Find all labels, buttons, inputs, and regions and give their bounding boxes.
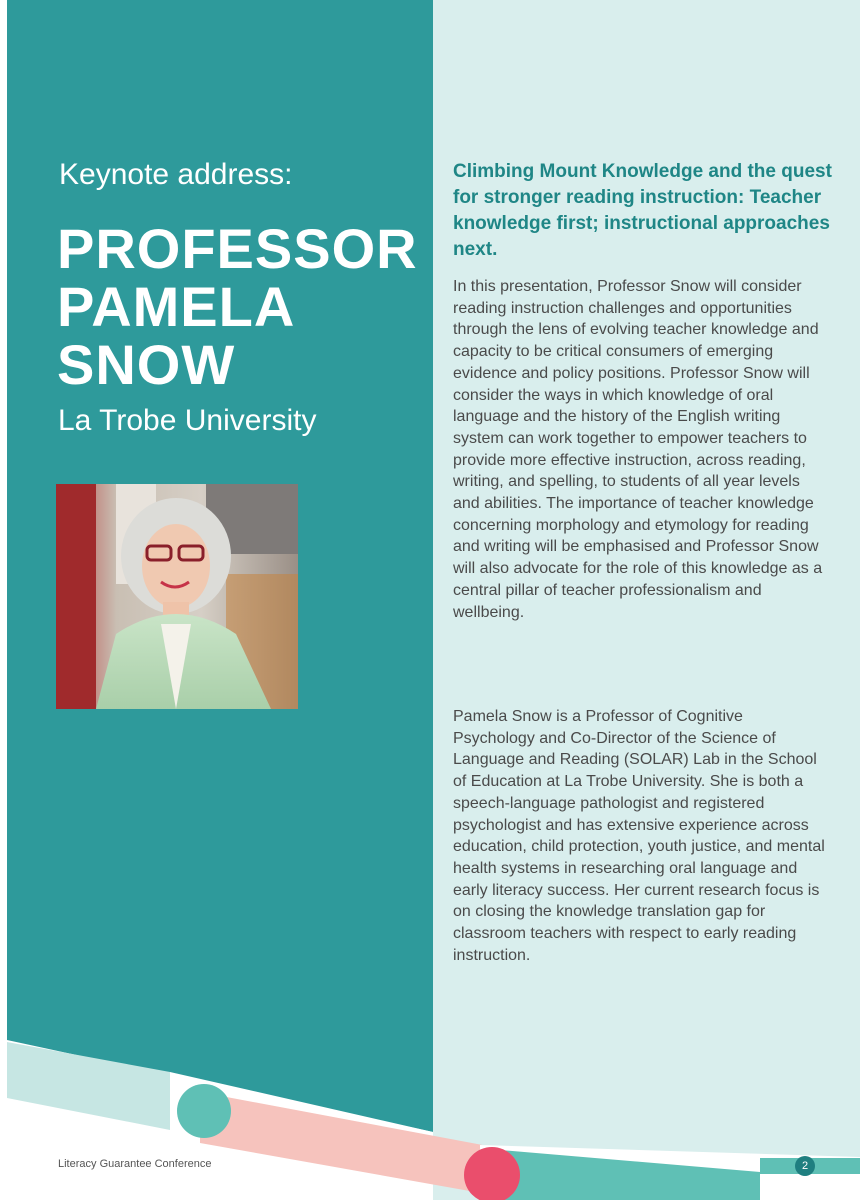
- talk-abstract: In this presentation, Professor Snow will consider reading instruction challenges and opportunities through the lens of evolving teacher knowledge and capacity to be critical consumers of emerging evidence and policy positions. Professor Snow will consider the ways in which knowledge of oral language and the history of the English writing system can work together to empower teachers to provide more effective instruction, across reading, writing, and spelling, to students of all year levels and abilities. The importance of teacher knowledge concerning morphology and etymology for reading and writing will be emphasised and Professor Snow will also advocate for the role of this knowledge as a central pillar of teacher professionalism and wellbeing.: [453, 278, 823, 621]
- speaker-name-line: PAMELA: [57, 275, 296, 338]
- footer-conference-name: Literacy Guarantee Conference: [58, 1158, 212, 1170]
- speaker-name-line: SNOW: [57, 333, 236, 396]
- page-number-badge: 2: [795, 1156, 815, 1176]
- speaker-bio: Pamela Snow is a Professor of Cognitive Psychology and Co-Director of the Science of Language and Reading (SOLAR) Lab in the School of Education at La Trobe University. She is both a speech-language pathologist and registered psychologist and has extensive experience across education, child protection, youth justice, and mental health systems in researching oral language and early literacy success. Her current research focus is on closing the knowledge translation gap for classroom teachers with respect to early reading instruction.: [453, 708, 825, 964]
- speaker-affiliation: La Trobe University: [58, 404, 317, 437]
- page-edge: [860, 0, 866, 1200]
- speaker-name-line: PROFESSOR: [57, 217, 418, 280]
- keynote-label: Keynote address:: [59, 158, 293, 191]
- teal-circle-icon: [177, 1084, 231, 1138]
- talk-title: Climbing Mount Knowledge and the quest for stronger reading instruction: Teacher knowledge first; instructional approaches next.: [453, 161, 832, 260]
